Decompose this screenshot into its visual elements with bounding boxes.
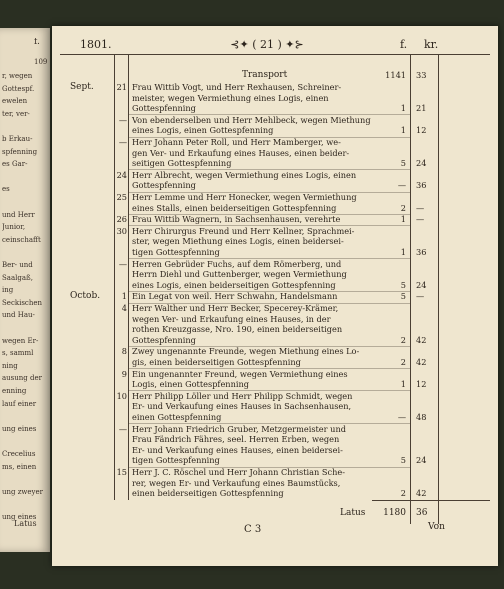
ledger-page (52, 26, 498, 566)
entry-text-line: Herrn Diehl und Guttenberger, wegen Vermiethung (132, 269, 347, 280)
entry-kreuzer: 42 (416, 334, 427, 345)
kreuzer-column-header: kr. (424, 38, 439, 51)
entry-day: — (118, 423, 127, 434)
entry-separator (128, 291, 410, 292)
transport-kreuzer: 33 (416, 70, 427, 80)
entry-text-line: Gottespfenning (132, 334, 196, 345)
entry-day: 15 (116, 467, 127, 477)
entry-day: 21 (116, 82, 127, 92)
entry-day: — (118, 114, 127, 125)
entry-text (132, 391, 376, 423)
left-page-line: Ber- und (2, 261, 33, 269)
entry-text-line: tigen Gottespfenning (132, 246, 220, 257)
entry-kreuzer: 24 (416, 455, 427, 466)
entry-text-line: Herr Walther und Herr Becker, Specerey-Krämer, (132, 303, 339, 313)
left-page-line: Crecelius (2, 450, 36, 458)
left-page-line: spfenning (2, 147, 38, 156)
entry-text-line: Zwey ungenannte Freunde, wegen Miethung eines Lo- (132, 346, 360, 357)
entry-kreuzer: — (416, 202, 425, 213)
left-page-line: ter, ver- (2, 109, 30, 118)
entry-day: — (118, 137, 127, 147)
entry-text (132, 115, 376, 136)
left-page-line: Saalgaß, (2, 273, 33, 282)
entry-text-line: wegen Ver- und Erkaufung eines Hauses, in der (132, 313, 331, 324)
entry-kreuzer: 24 (416, 158, 427, 169)
entry-day: 25 (116, 192, 127, 202)
transport-gulden: 1141 (385, 70, 406, 80)
entry-month: Octob. (70, 291, 101, 302)
entry-text-line: Gottespfenning (132, 180, 196, 191)
left-page-line: ung eines (2, 513, 37, 521)
latus-kreuzer: 36 (416, 508, 428, 518)
entry-separator (128, 169, 410, 170)
left-page-f-mark: f. (34, 38, 40, 46)
entry-text-line: eines Logis, einen Gottespfenning (132, 125, 274, 136)
entry-text (132, 82, 376, 114)
entry-kreuzer: 36 (416, 180, 427, 191)
entry-gulden: 1 (400, 125, 406, 136)
entry-gulden: 1 (400, 103, 406, 114)
entry-kreuzer: 36 (416, 246, 427, 257)
entry-gulden: 5 (400, 279, 406, 290)
left-page-line: es Gar- (2, 160, 28, 169)
entry-day: — (118, 258, 127, 269)
left-facing-page (0, 28, 50, 552)
entry-text-line: Ein ungenannter Freund, wegen Vermiethung eines (132, 368, 348, 379)
left-page-line: ing (2, 286, 14, 295)
entry-gulden: 5 (400, 455, 406, 466)
entry-text-line: Herr Chirurgus Freund und Herr Kellner, Sprachmei- (132, 225, 355, 236)
entry-gulden: 2 (400, 488, 406, 499)
latus-rule (372, 500, 490, 501)
ornament-left-icon: ⊰✦ (230, 38, 253, 51)
entry-gulden: 1 (400, 379, 406, 390)
left-page-line: ms, einen (2, 462, 37, 471)
left-page-line: ausung der (2, 374, 42, 383)
entry-text-line: Herren Gebrüder Fuchs, auf dem Römerberg, und (132, 258, 342, 269)
entry-kreuzer: 48 (416, 411, 427, 422)
left-page-line: ceinschafft (2, 235, 41, 244)
left-page-line: ewelen (2, 97, 28, 106)
entry-text-line: eines Logis, einen beiderseitigen Gottespfenning (132, 279, 336, 290)
year: 1801. (80, 38, 112, 51)
entry-separator (128, 423, 410, 424)
entry-text (132, 467, 376, 499)
entry-day: 9 (121, 368, 127, 379)
left-page-number: 109 (34, 58, 48, 66)
entry-text-line: gis, einen beiderseitigen Gottespfenning (132, 356, 301, 367)
entry-gulden: 1 (400, 246, 406, 257)
entry-text-line: ster, wegen Miethung eines Logis, einen beidersei- (132, 236, 344, 247)
entry-text-line: tigen Gottespfenning (132, 455, 220, 466)
transport-label: Transport (242, 70, 288, 80)
entry-gulden: 2 (400, 334, 406, 345)
kreuzer-column-rule (438, 54, 439, 524)
entry-text-line: rer, wegen Er- und Verkaufung eines Baumstücks, (132, 477, 341, 488)
entry-text-line: Frau Wittib Wagnern, in Sachsenhausen, verehrte (132, 214, 341, 225)
page-header (52, 38, 498, 54)
entry-text-line: Frau Wittib Vogt, und Herr Rexhausen, Schreiner- (132, 82, 342, 92)
entry-text (132, 137, 376, 169)
entry-separator (128, 368, 410, 369)
entry-separator (128, 467, 410, 468)
entry-text-line: Frau Fändrich Fähres, seel. Herren Erben, wegen (132, 434, 340, 445)
entry-day: 1 (121, 291, 127, 302)
entry-separator (128, 137, 410, 138)
entry-text (132, 346, 376, 367)
left-page-line: und Herr (2, 210, 35, 219)
entry-day: 24 (116, 169, 127, 180)
entry-text-line: Herr Philipp Löller und Herr Philipp Schmidt, wegen (132, 390, 353, 401)
entry-text (132, 424, 376, 466)
entry-separator (128, 192, 410, 193)
entry-separator (128, 303, 410, 304)
entry-kreuzer: 24 (416, 279, 427, 290)
entry-kreuzer: — (416, 214, 425, 225)
entry-text-line: Herr Albrecht, wegen Vermiethung eines Logis, einen (132, 169, 357, 180)
latus-gulden: 1180 (383, 508, 406, 518)
entry-kreuzer: 21 (416, 103, 427, 114)
entry-separator (128, 114, 410, 115)
header-rule (60, 54, 490, 55)
entry-gulden: 2 (400, 202, 406, 213)
entry-text-line: eines Stalls, einen beiderseitigen Gottespfenning (132, 202, 337, 213)
left-page-line: ung zweyer (2, 487, 43, 496)
entry-kreuzer: 12 (416, 379, 427, 390)
left-page-line: ung eines (2, 424, 37, 433)
entry-gulden: 1 (400, 214, 406, 225)
left-page-line: lauf einer (2, 399, 37, 408)
entry-text-line: einen Gottespfenning (132, 411, 222, 422)
left-page-line: b Erkau- (2, 135, 33, 143)
left-page-line: wegen Er- (2, 336, 39, 345)
entry-text (132, 226, 376, 258)
entry-kreuzer: 42 (416, 488, 427, 499)
left-page-line: Junior, (2, 223, 26, 232)
entry-text-line: Herr Lemme und Herr Honecker, wegen Vermiethung (132, 192, 357, 202)
entry-text-line: Ein Legat von weil. Herr Schwahn, Handelsmann (132, 291, 338, 302)
entry-kreuzer: 12 (416, 125, 427, 136)
entry-text (132, 303, 376, 345)
entry-text-line: Herr Johann Friedrich Gruber, Metzgermeister und (132, 423, 346, 434)
entry-text-line: Herr J. C. Röschel und Herr Johann Christian Sche- (132, 467, 346, 477)
entry-gulden: — (397, 180, 406, 191)
entry-text-line: Herr Johann Peter Roll, und Herr Mamberger, we- (132, 137, 341, 147)
entry-day: 4 (121, 303, 127, 313)
entry-text-line: einen beiderseitigen Gottespfenning (132, 488, 284, 499)
left-page-line: r, wegen (2, 72, 33, 80)
entry-text-line: Er- und Verkaufung eines Hauses, einen beidersei- (132, 444, 343, 455)
entry-month: Sept. (70, 82, 94, 92)
entry-text (132, 291, 376, 302)
left-page-line: es (2, 185, 10, 194)
ornament-right-icon: ✦⊱ (281, 38, 304, 51)
entry-kreuzer: 42 (416, 356, 427, 367)
day-column-rule (128, 54, 129, 500)
page-number: ⊰✦ ( 21 ) ✦⊱ (230, 38, 304, 51)
entry-day: 30 (116, 225, 127, 236)
left-page-line: und Hau- (2, 311, 35, 320)
entry-text (132, 214, 376, 225)
entry-text-line: Er- und Verkaufung eines Hauses in Sachsenhausen, (132, 401, 352, 412)
latus-label: Latus (340, 508, 366, 518)
entry-gulden: 5 (400, 291, 406, 302)
entry-text-line: rothen Kreuzgasse, Nro. 190, einen beiderseitigen (132, 324, 343, 335)
entry-text (132, 170, 376, 191)
entry-gulden: — (397, 411, 406, 422)
gulden-column-rule (410, 54, 411, 524)
entry-text-line: meister, wegen Vermiethung eines Logis, einen (132, 92, 329, 103)
left-page-line: Gottespf. (2, 84, 35, 93)
entry-separator (128, 390, 410, 391)
left-page-line: s, samml (2, 349, 34, 358)
entry-text (132, 192, 376, 213)
signature-mark: C 3 (244, 524, 262, 535)
entry-text-line: Logis, einen Gottespfenning (132, 379, 249, 390)
entry-text-line: seitigen Gottespfenning (132, 158, 232, 169)
entry-gulden: 2 (400, 356, 406, 367)
entry-day: 26 (116, 214, 127, 225)
gulden-column-header: f. (400, 38, 408, 51)
left-page-line: Seckischen (2, 298, 43, 307)
entry-text (132, 369, 376, 390)
entry-text-line: Gottespfenning (132, 103, 196, 114)
entry-text-line: Von ebenderselben und Herr Mehlbeck, wegen Miethung (132, 114, 371, 125)
entry-gulden: 5 (400, 158, 406, 169)
left-page-line: ning (2, 361, 18, 370)
entry-day: 8 (121, 346, 127, 357)
entry-text (132, 259, 376, 291)
entry-kreuzer: — (416, 291, 425, 302)
entry-separator (128, 214, 410, 215)
entry-separator (128, 258, 410, 259)
entry-separator (128, 346, 410, 347)
left-page-latus: Latus (14, 520, 37, 528)
left-page-line: enning (2, 387, 27, 395)
catchword: Von (428, 522, 445, 532)
entry-separator (128, 225, 410, 226)
entry-text-line: gen Ver- und Erkaufung eines Hauses, einen beider- (132, 147, 350, 158)
entry-day: 10 (116, 390, 127, 401)
